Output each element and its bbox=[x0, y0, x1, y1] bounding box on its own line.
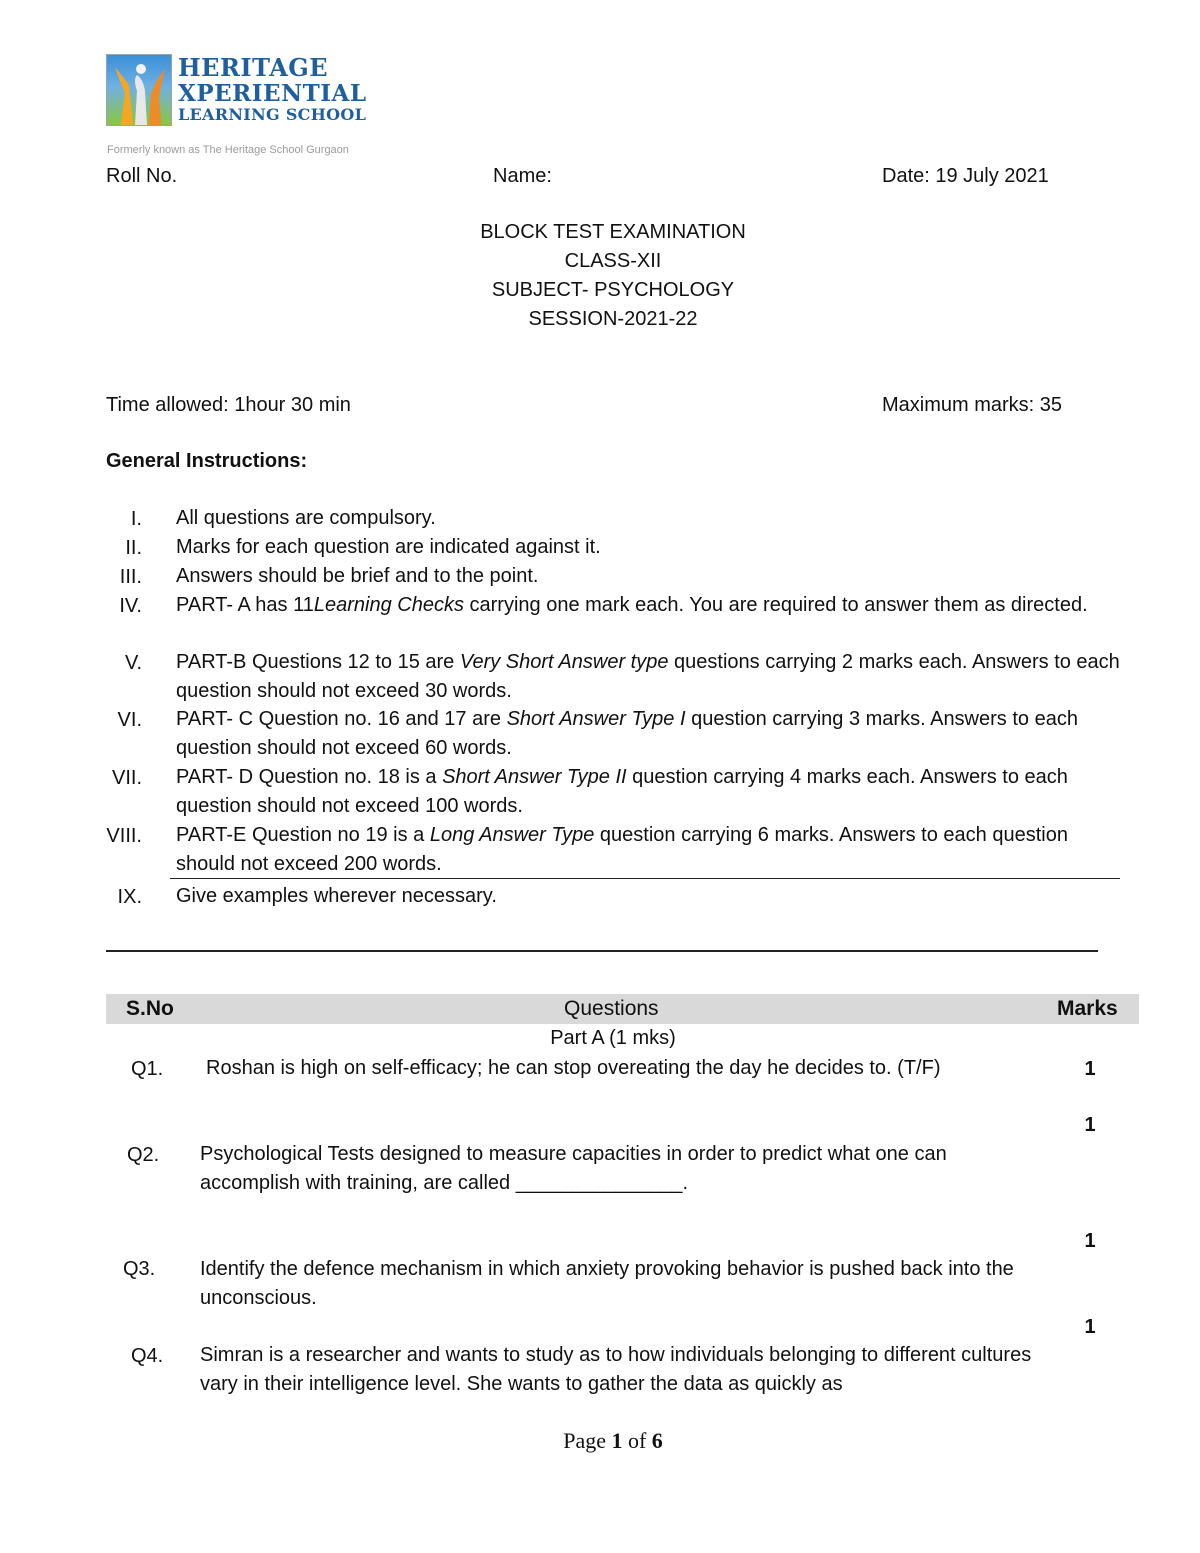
of-word: of bbox=[627, 1428, 647, 1453]
question-number: Q2. bbox=[127, 1144, 160, 1166]
roll-no-label: Roll No. bbox=[106, 165, 178, 187]
exam-class: CLASS-XII bbox=[564, 250, 662, 272]
question-text: Simran is a researcher and wants to study as to how individuals belonging to different cultures vary in their intelligence level. She wants to gather the data as quickly as bbox=[200, 1344, 1032, 1395]
instruction-number: IX. bbox=[117, 886, 142, 908]
instruction-text: Give examples wherever necessary. bbox=[176, 885, 497, 907]
column-header-marks: Marks bbox=[1057, 997, 1118, 1020]
question-marks: 1 bbox=[1084, 1230, 1096, 1252]
instruction-text: All questions are compulsory. bbox=[176, 507, 436, 529]
instruction-text: PART-E Question no 19 is a Long Answer Type question carrying 6 marks. Answers to each question should not exceed 200 words. bbox=[176, 824, 1068, 875]
school-name-line2: XPERIENTIAL bbox=[178, 80, 367, 107]
instruction-divider bbox=[170, 878, 1120, 879]
instructions-heading: General Instructions: bbox=[106, 450, 308, 472]
exam-title-block bbox=[0, 218, 1200, 334]
question-text: Psychological Tests designed to measure capacities in order to predict what one can accomplish with training, are called _______________. bbox=[200, 1143, 947, 1194]
school-name-line1: HERITAGE bbox=[178, 53, 329, 82]
exam-subject: SUBJECT- PSYCHOLOGY bbox=[491, 279, 735, 301]
question-marks: 1 bbox=[1084, 1058, 1096, 1080]
question-number: Q1. bbox=[131, 1058, 164, 1080]
time-allowed: Time allowed: 1hour 30 min bbox=[106, 394, 351, 416]
instruction-text: PART- A has 11Learning Checks carrying one mark each. You are required to answer them as directed. bbox=[176, 594, 1088, 616]
instruction-text: PART-B Questions 12 to 15 are Very Short Answer type questions carrying 2 marks each. Answers to each question should not exceed 30 words. bbox=[176, 651, 1120, 702]
instruction-text: PART- D Question no. 18 is a Short Answer Type II question carrying 4 marks each. Answers to each question should not exceed 100 words. bbox=[176, 766, 1068, 817]
question-marks: 1 bbox=[1084, 1316, 1096, 1338]
question-number: Q4. bbox=[131, 1345, 164, 1367]
page-current: 1 bbox=[611, 1428, 623, 1453]
date-label: Date: 19 July 2021 bbox=[882, 165, 1049, 187]
page-word: Page bbox=[563, 1428, 606, 1453]
section-separator bbox=[106, 950, 1098, 952]
instruction-number: II. bbox=[125, 537, 142, 559]
instruction-number: I. bbox=[130, 508, 142, 530]
instruction-number: VIII. bbox=[106, 825, 142, 847]
name-label: Name: bbox=[493, 165, 552, 187]
school-logo bbox=[106, 54, 172, 126]
exam-title: BLOCK TEST EXAMINATION bbox=[480, 221, 746, 243]
school-logo-figures-icon bbox=[107, 55, 171, 125]
question-text: Identify the defence mechanism in which anxiety provoking behavior is pushed back into the unconscious. bbox=[200, 1258, 1014, 1309]
instruction-number: V. bbox=[124, 652, 142, 674]
instruction-text: Marks for each question are indicated against it. bbox=[176, 536, 601, 558]
maximum-marks: Maximum marks: 35 bbox=[882, 394, 1063, 416]
instruction-number: IV. bbox=[119, 595, 142, 617]
instruction-text: PART- C Question no. 16 and 17 are Short Answer Type I question carrying 3 marks. Answers to each question should not exceed 60 words. bbox=[176, 708, 1078, 759]
part-a-label: Part A (1 mks) bbox=[550, 1027, 676, 1049]
instruction-text: Answers should be brief and to the point. bbox=[176, 565, 539, 587]
page-footer bbox=[0, 1428, 1200, 1454]
instruction-number: VII. bbox=[111, 767, 142, 789]
column-header-sno: S.No bbox=[126, 997, 174, 1020]
instruction-number: VI. bbox=[117, 709, 142, 731]
formerly-known-text: Formerly known as The Heritage School Gurgaon bbox=[107, 144, 349, 156]
question-marks: 1 bbox=[1084, 1114, 1096, 1136]
column-header-questions: Questions bbox=[564, 997, 659, 1020]
exam-session: SESSION-2021-22 bbox=[528, 308, 698, 330]
school-name-line3: LEARNING SCHOOL bbox=[178, 105, 367, 124]
question-text: Roshan is high on self-efficacy; he can stop overeating the day he decides to. (T/F) bbox=[206, 1057, 941, 1079]
instruction-number: III. bbox=[119, 566, 142, 588]
page-total: 6 bbox=[651, 1428, 663, 1453]
question-number: Q3. bbox=[123, 1258, 156, 1280]
